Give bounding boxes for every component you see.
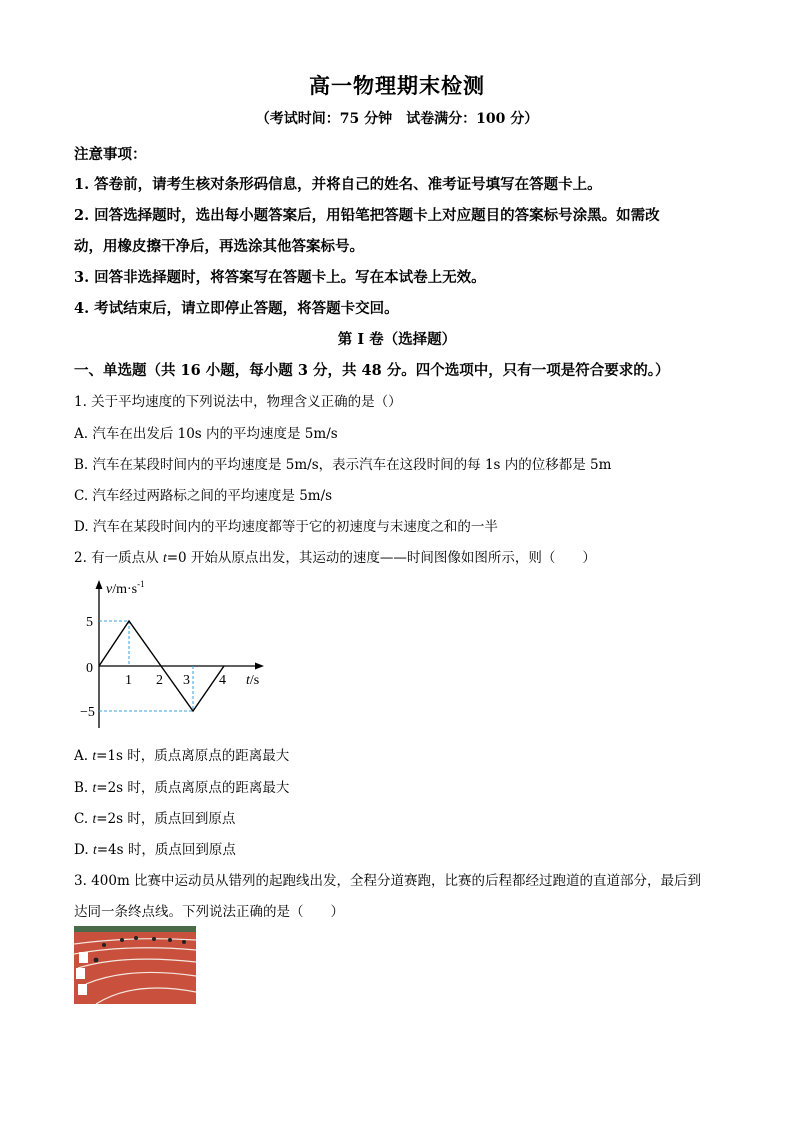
x-axis-arrow <box>255 663 264 670</box>
q1-stem: 1. 关于平均速度的下列说法中，物理含义正确的是（） <box>74 394 402 410</box>
q1-option-a: A. 汽车在出发后 10s 内的平均速度是 5m/s <box>74 426 338 442</box>
y-axis-label: $v/m\cdot s^{-1}$ <box>106 579 145 597</box>
part-heading: 一、单选题（共 16 小题，每小题 3 分，共 48 分。四个选项中，只有一项是符合要求的。） <box>74 362 670 379</box>
notice-item-1: 1. 答卷前，请考生核对条形码信息，并将自己的姓名、准考证号填写在答题卡上。 <box>74 176 602 193</box>
q2-stem: 2. 有一质点从 t=0 开始从原点出发，其运动的速度——时间图像如图所示，则（ ） <box>74 550 596 566</box>
x-tick-1: 1 <box>125 673 132 688</box>
q1-option-d: D. 汽车在某段时间内的平均速度都等于它的初速度与末速度之和的一半 <box>74 519 498 535</box>
notice-item-4: 4. 考试结束后，请立即停止答题，将答题卡交回。 <box>74 300 399 317</box>
running-track-photo <box>74 926 196 1004</box>
notice-item-3: 3. 回答非选择题时，将答案写在答题卡上。写在本试卷上无效。 <box>74 269 486 286</box>
q2-option-a: A. t=1s 时，质点离原点的距离最大 <box>74 748 290 764</box>
x-tick-4: 4 <box>219 673 226 688</box>
q3-stem-line2: 达同一条终点线。下列说法正确的是（ ） <box>74 904 344 920</box>
x-tick-3: 3 <box>183 673 190 688</box>
q2-option-b: B. t=2s 时，质点离原点的距离最大 <box>74 780 290 796</box>
notice-heading: 注意事项： <box>74 146 147 163</box>
notice-item-2-cont: 动，用橡皮擦干净后，再选涂其他答案标号。 <box>74 238 364 255</box>
page-title: 高一物理期末检测 <box>309 73 485 98</box>
q3-stem-line1: 3. 400m 比赛中运动员从错列的起跑线出发，全程分道赛跑，比赛的后程都经过跑道的直道部分，最后到 <box>74 873 702 889</box>
y-tick-minus5: −5 <box>80 705 95 720</box>
y-axis-arrow <box>96 580 103 589</box>
x-axis-label: t/s <box>246 673 260 688</box>
y-tick-0: 0 <box>86 661 93 676</box>
q1-option-b: B. 汽车在某段时间内的平均速度是 5m/s，表示汽车在这段时间的每 1s 内的位移都是 5m <box>74 457 612 473</box>
y-tick-5: 5 <box>86 615 93 630</box>
exam-info: （考试时间：75 分钟 试卷满分：100 分） <box>255 111 539 127</box>
notice-item-2: 2. 回答选择题时，选出每小题答案后，用铅笔把答题卡上对应题目的答案标号涂黑。如需改 <box>74 207 660 224</box>
q1-option-c: C. 汽车经过两路标之间的平均速度是 5m/s <box>74 488 333 504</box>
velocity-time-graph <box>80 574 280 732</box>
q2-option-d: D. t=4s 时，质点回到原点 <box>74 842 236 858</box>
section-heading: 第 I 卷（选择题） <box>337 331 457 348</box>
x-tick-2: 2 <box>156 673 163 688</box>
q2-option-c: C. t=2s 时，质点回到原点 <box>74 811 236 827</box>
